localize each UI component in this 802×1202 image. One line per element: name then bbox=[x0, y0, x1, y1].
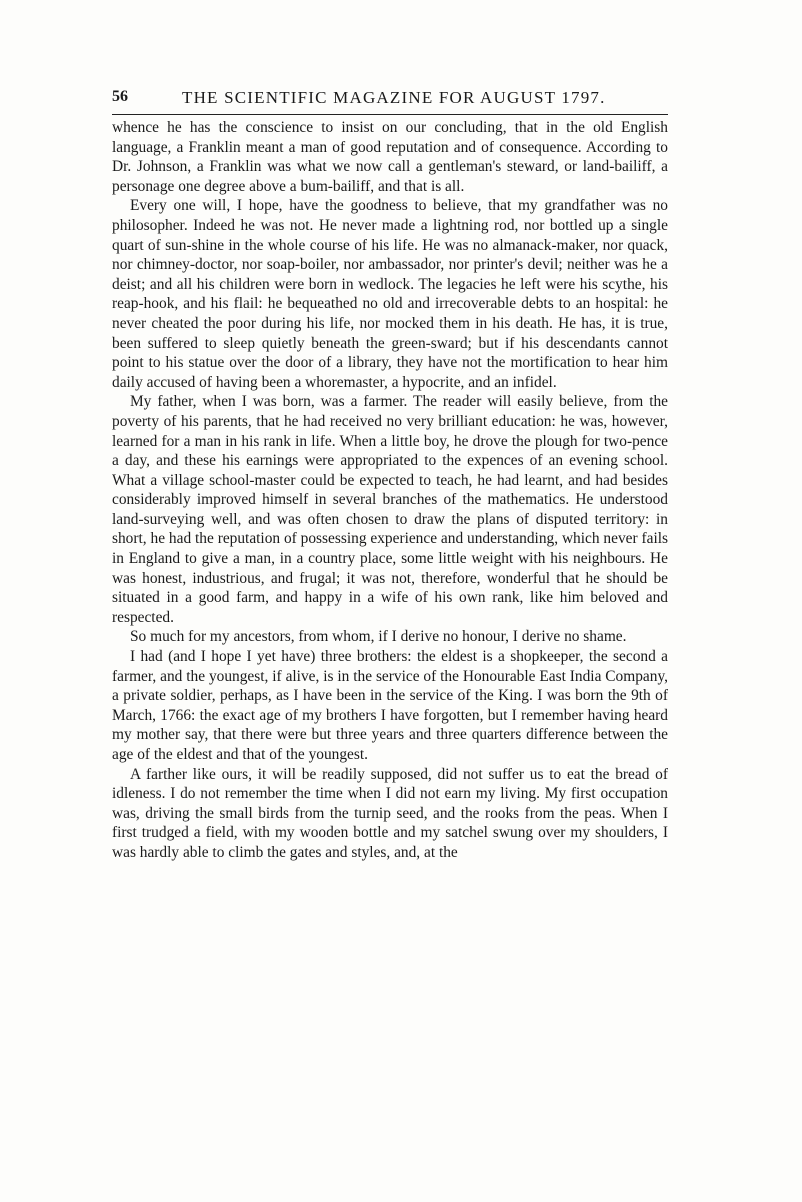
paragraph-ancestors: So much for my ancestors, from whom, if I derive no honour, I derive no shame. bbox=[130, 628, 627, 646]
running-title: THE SCIENTIFIC MAGAZINE FOR AUGUST 1797. bbox=[182, 88, 606, 107]
paragraph-continuation: whence he has the conscience to insist on our concluding, that in the old English language, a Franklin meant a man of good reputation and of consequence. According to Dr. Johnson, a Franklin was what we now call a gentleman's steward, or land-bailiff, a personage one degree above a bum-bailiff, and that is all. bbox=[112, 119, 668, 195]
paragraph-grandfather: Every one will, I hope, have the goodness to believe, that my grandfather was no philosopher. Indeed he was not. He never made a lightning rod, nor bottled up a single quart of sun-shine in the whole course of his life. He was no almanack-maker, nor quack, nor chimney-doctor, nor soap-boiler, nor ambassador, nor printer's devil; neither was he a deist; and all his children were born in wedlock. The legacies he left were his scythe, his reap-hook, and his flail: he bequeathed no old and irrecoverable debts to an hospital: he never cheated the poor during his life, nor mocked them in his death. He has, it is true, been suffered to sleep quietly beneath the green-sward; but if his descendants cannot point to his statue over the door of a library, they have not the mortification to hear him daily accused of having been a whoremaster, a hypocrite, and an infidel. bbox=[112, 197, 668, 391]
page-header bbox=[112, 86, 668, 112]
paragraph-father: My father, when I was born, was a farmer. The reader will easily believe, from the poverty of his parents, that he had received no very brilliant education: he was, however, learned for a man in his rank in life. When a little boy, he drove the plough for two-pence a day, and these his earnings were appropriated to the expences of an evening school. What a village school-master could be expected to teach, he had learnt, and had besides considerably improved himself in several branches of the mathematics. He understood land-surveying well, and was often chosen to draw the plans of disputed territory: in short, he had the reputation of possessing experience and understanding, which never fails in England to give a man, in a country place, some little weight with his neighbours. He was honest, industrious, and frugal; it was not, therefore, wonderful that he should be situated in a good farm, and happy in a wife of his own rank, like him beloved and respected. bbox=[112, 393, 668, 626]
page-number: 56 bbox=[112, 88, 128, 105]
paragraph-idleness: A farther like ours, it will be readily supposed, did not suffer us to eat the bread of idleness. I do not remember the time when I did not earn my living. My first occupation was, driving the small birds from the turnip seed, and the rooks from the peas. When I first trudged a field, with my wooden bottle and my satchel swung over my shoulders, I was hardly able to climb the gates and styles, and, at the bbox=[112, 765, 668, 861]
article-body bbox=[112, 118, 668, 863]
paragraph-brothers: I had (and I hope I yet have) three brothers: the eldest is a shopkeeper, the second a farmer, and the youngest, if alive, is in the service of the Honourable East India Company, a private soldier, perhaps, as I have been in the service of the King. I was born the 9th of March, 1766: the exact age of my brothers I have forgotten, but I remember having heard my mother say, that there were but three years and three quarters difference between the age of the eldest and that of the youngest. bbox=[112, 648, 668, 763]
header-rule bbox=[112, 114, 668, 115]
